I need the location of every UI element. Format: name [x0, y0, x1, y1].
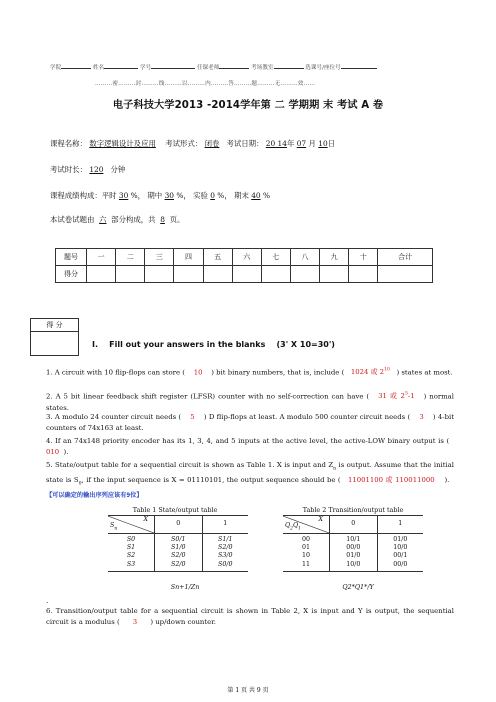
score-col-4: 四 — [174, 249, 203, 266]
grade-line — [50, 190, 270, 201]
grade-mid: 30 — [164, 191, 174, 200]
table2-footer: Q2*Q1*/Y — [342, 583, 374, 591]
exam-month: 07 — [296, 139, 307, 148]
table1-col-1: 1 — [223, 520, 228, 528]
table1-row: S3 S2/0 S0/0 — [108, 561, 248, 572]
grade-final-label: %， 期末 — [217, 191, 249, 200]
grade-label: 课程成绩构成：平时 — [50, 191, 117, 200]
score-row-label: 得分 — [56, 266, 87, 283]
question-1: 1. A circuit with 10 flip-flops can store ( 10 ) bit binary numbers, that is, include ( 1024 或 $2^{10}$ ) states at most. — [46, 368, 453, 377]
score-col-10: 十 — [349, 249, 378, 266]
table1-caption: Table 1 State/output table — [132, 506, 218, 514]
section-score-field[interactable] — [31, 332, 78, 355]
grade-usual: 30 — [118, 191, 129, 200]
grade-lab: 0 — [210, 191, 215, 200]
score-cell[interactable] — [349, 266, 378, 283]
seat-label: 选课号/座位号 — [305, 65, 341, 71]
answer-2: 31 或 $2^5-1$ — [378, 392, 415, 401]
grade-final: 40 — [251, 191, 261, 200]
name-label: 姓名 — [92, 65, 105, 71]
score-cell[interactable] — [174, 266, 203, 283]
answer-1b: 1024 或 $2^{10}$ — [350, 368, 390, 377]
answer-5b: 110011000 — [395, 475, 435, 484]
table2-corner: X $Q_2Q_1$ — [283, 516, 330, 534]
grade-lab-label: %， 实验 — [176, 191, 208, 200]
answer-6: 3 — [132, 618, 138, 627]
score-cell[interactable] — [203, 266, 232, 283]
seal-line: ………密………封………线………以………内………答………题………无………效…… — [95, 81, 316, 87]
section-score-box — [30, 318, 79, 356]
table2-row: 01 00/0 10/0 — [283, 544, 423, 552]
score-table — [55, 248, 433, 283]
date-label: 考试日期： — [226, 139, 264, 148]
form-label: 考试形式： — [165, 139, 203, 148]
teacher-label: 任课老师 — [196, 65, 220, 71]
question-5: 5. State/output table for a sequential circuit is shown as Table 1. X is input and $Z_n$ is output. Assume that the initial state is $S_0$, if the input sequence is X = 01110101, the output sequence should be ( 11001100 或 110011000 ). 【可以确定的输出序列应该有9位】 — [46, 461, 454, 499]
grade-mid-label: %， 期中 — [130, 191, 163, 200]
score-col-9: 九 — [320, 249, 349, 266]
table1-corner: X $S_n$ — [108, 516, 155, 534]
seat-field[interactable] — [341, 62, 377, 69]
answer-3b: 3 — [419, 413, 424, 421]
section-title: I. Fill out your answers in the blanks (3' X 10=30') — [92, 340, 335, 349]
score-col-6: 六 — [232, 249, 261, 266]
paper-suffix: 页。 — [169, 215, 185, 224]
paper-prefix: 本试卷试题由 — [50, 215, 95, 224]
answer-1a: 10 — [193, 368, 203, 377]
student-id-label: 学号 — [139, 65, 152, 71]
answer-note: 【可以确定的输出序列应该有9位】 — [46, 491, 143, 499]
table1-col-0: 0 — [155, 516, 203, 534]
score-cell[interactable] — [87, 266, 116, 283]
score-cell[interactable] — [261, 266, 290, 283]
table2-col-0: 0 — [330, 516, 378, 534]
score-col-total: 合计 — [378, 249, 433, 266]
paper-mid: 部分构成，共 — [111, 215, 156, 224]
table2 — [283, 515, 423, 572]
student-id-field[interactable] — [151, 62, 195, 69]
table2-row: 10 01/0 00/1 — [283, 552, 423, 560]
room-label: 考场教室 — [251, 65, 274, 71]
table1-footer: Sn+1/Zn — [170, 583, 200, 591]
exam-form: 闭卷 — [204, 139, 220, 148]
course-line — [50, 138, 335, 149]
score-col-label: 题号 — [56, 249, 87, 266]
grade-pct: % — [262, 191, 270, 200]
question-3: 3. A modulo 24 counter circuit needs ( 5 ) D flip-flops at least. A modulo 500 counter circuit needs ( 3 ) 4-bit counters of 74x163 at least. — [46, 413, 454, 433]
section-score-label: 得 分 — [31, 319, 78, 332]
score-cell[interactable] — [116, 266, 145, 283]
score-cell[interactable] — [290, 266, 319, 283]
exam-title: 电子科技大学2013 -2014学年第 二 学期期 末 考试 A 卷 — [112, 100, 384, 111]
table2-col-1: 1 — [398, 520, 403, 528]
table1-row: S0 S0/1 S1/1 — [108, 534, 248, 545]
year-unit: 年 — [286, 139, 295, 148]
teacher-field[interactable] — [219, 62, 249, 69]
exam-day: 10 — [318, 139, 328, 148]
score-cell[interactable] — [145, 266, 174, 283]
table1 — [108, 515, 248, 572]
paper-line — [50, 214, 184, 225]
score-col-1: 一 — [87, 249, 116, 266]
parts-count: 六 — [99, 215, 107, 224]
duration-value: 120 — [89, 165, 104, 174]
day-unit: 日 — [327, 139, 336, 148]
table2-row: 11 10/0 00/0 — [283, 561, 423, 572]
school-field[interactable] — [61, 62, 91, 69]
stray-dot: . — [46, 596, 49, 605]
table1-row: S1 S1/0 S2/0 — [108, 544, 248, 552]
score-table-header — [56, 249, 433, 266]
room-field[interactable] — [274, 62, 304, 69]
score-table-row — [56, 266, 433, 283]
question-6: 6. Transition/output table for a sequential circuit is shown in Table 2, X is input and Y is output, the sequential circuit is a modulus ( 3 ) up/down counter. — [46, 607, 454, 627]
duration-unit: 分钟 — [110, 165, 126, 174]
school-label: 学院 — [50, 65, 62, 71]
score-cell[interactable] — [232, 266, 261, 283]
score-cell[interactable] — [320, 266, 349, 283]
score-col-5: 五 — [203, 249, 232, 266]
month-unit: 月 — [308, 139, 316, 148]
exam-year: 20 14 — [265, 139, 287, 148]
score-col-8: 八 — [290, 249, 319, 266]
score-cell[interactable] — [378, 266, 433, 283]
duration-line — [50, 164, 125, 175]
student-info-line — [50, 62, 377, 71]
course-name: 数字逻辑设计及应用 — [89, 139, 156, 148]
answer-4: 010 — [46, 448, 60, 457]
question-4: 4. If an 74x148 priority encoder has its 1, 3, 4, and 5 inputs at the active level, the active-LOW binary output is ( 010 ). — [46, 437, 450, 457]
score-col-3: 三 — [145, 249, 174, 266]
page-footer: 第 1 页 共 9 页 — [227, 687, 269, 694]
score-col-7: 七 — [261, 249, 290, 266]
table2-row: 00 10/1 01/0 — [283, 534, 423, 545]
table2-caption: Table 2 Transition/output table — [302, 506, 404, 514]
table1-row: S2 S2/0 S3/0 — [108, 552, 248, 560]
score-col-2: 二 — [116, 249, 145, 266]
course-label: 课程名称： — [50, 139, 87, 148]
answer-3a: 5 — [190, 413, 195, 421]
duration-label: 考试时长： — [50, 165, 87, 174]
question-2: 2. A 5 bit linear feedback shift register (LFSR) counter with no self-correction can have ( 31 或 $2^5-1$ ) normal states. — [46, 392, 454, 412]
answer-5a: 11001100 或 — [347, 475, 393, 484]
name-field[interactable] — [104, 62, 138, 69]
page-count: 8 — [160, 215, 165, 224]
